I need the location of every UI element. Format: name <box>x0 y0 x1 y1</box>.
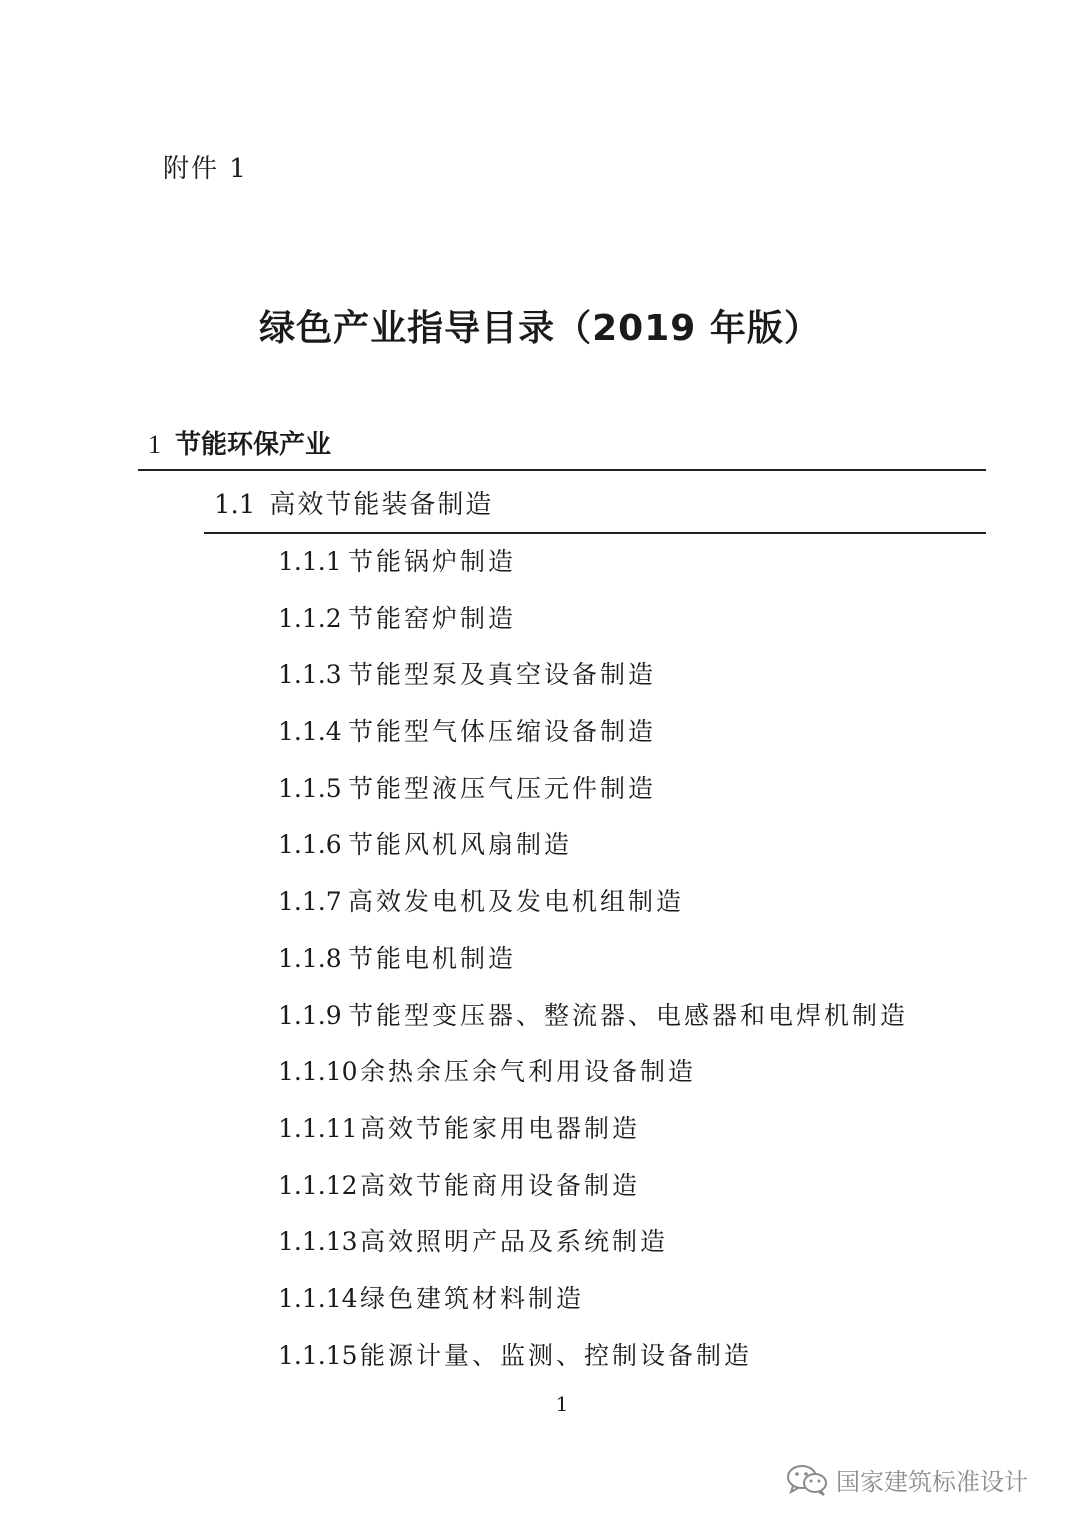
item-title: 节能型变压器、整流器、电感器和电焊机制造 <box>348 1000 909 1030</box>
list-item <box>278 823 908 880</box>
section-number: 1 <box>148 430 161 459</box>
item-title: 能源计量、监测、控制设备制造 <box>360 1340 753 1370</box>
list-item <box>278 710 908 767</box>
subsection-heading <box>214 484 493 521</box>
list-item <box>278 1107 908 1164</box>
list-item <box>278 1277 908 1334</box>
list-item <box>278 767 908 824</box>
item-title: 节能型气体压缩设备制造 <box>348 717 657 747</box>
subsection-number: 1.1 <box>214 490 256 520</box>
section-divider <box>138 469 986 471</box>
item-title: 高效节能商用设备制造 <box>360 1170 641 1200</box>
list-item <box>278 1164 908 1221</box>
item-number: 1.1.9 <box>278 1000 342 1030</box>
list-item <box>278 1334 908 1391</box>
list-item <box>278 937 908 994</box>
item-number: 1.1.6 <box>278 830 342 860</box>
item-number: 1.1.11 <box>278 1113 358 1143</box>
item-title: 余热余压余气利用设备制造 <box>360 1057 697 1087</box>
document-title: 绿色产业指导目录（2019 年版） <box>259 308 821 349</box>
section-heading <box>148 424 331 461</box>
item-number: 1.1.7 <box>278 887 342 917</box>
item-title: 节能型泵及真空设备制造 <box>348 660 657 690</box>
list-item <box>278 597 908 654</box>
subsection-divider <box>204 532 986 534</box>
item-number: 1.1.14 <box>278 1283 358 1313</box>
item-title: 节能风机风扇制造 <box>348 830 573 860</box>
item-number: 1.1.10 <box>278 1057 358 1087</box>
item-number: 1.1.3 <box>278 660 342 690</box>
item-title: 高效节能家用电器制造 <box>360 1113 641 1143</box>
list-item <box>278 1050 908 1107</box>
item-title: 节能锅炉制造 <box>348 547 517 576</box>
item-title: 节能电机制造 <box>348 943 517 973</box>
item-number: 1.1.8 <box>278 943 342 973</box>
watermark-text: 国家建筑标准设计 <box>836 1468 1028 1496</box>
item-title: 高效发电机及发电机组制造 <box>348 887 685 917</box>
item-title: 节能型液压气压元件制造 <box>348 773 657 803</box>
wechat-icon <box>786 1463 830 1497</box>
list-item <box>278 880 908 937</box>
list-item <box>278 994 908 1051</box>
list-item <box>278 540 908 597</box>
item-number: 1.1.15 <box>278 1340 358 1370</box>
watermark <box>786 1462 1028 1497</box>
section-title: 节能环保产业 <box>175 430 332 460</box>
attachment-label: 附件 1 <box>163 154 248 184</box>
item-number: 1.1.12 <box>278 1170 358 1200</box>
item-number: 1.1.2 <box>278 603 342 633</box>
list-item <box>278 1220 908 1277</box>
item-list <box>278 540 908 1390</box>
item-title: 节能窑炉制造 <box>348 603 517 633</box>
page-number: 1 <box>555 1392 569 1416</box>
item-number: 1.1.1 <box>278 547 342 576</box>
item-title: 绿色建筑材料制造 <box>360 1283 585 1313</box>
item-number: 1.1.4 <box>278 717 342 747</box>
list-item <box>278 653 908 710</box>
item-number: 1.1.13 <box>278 1227 358 1257</box>
subsection-title: 高效节能装备制造 <box>269 490 494 520</box>
item-title: 高效照明产品及系统制造 <box>360 1227 669 1257</box>
item-number: 1.1.5 <box>278 773 342 803</box>
